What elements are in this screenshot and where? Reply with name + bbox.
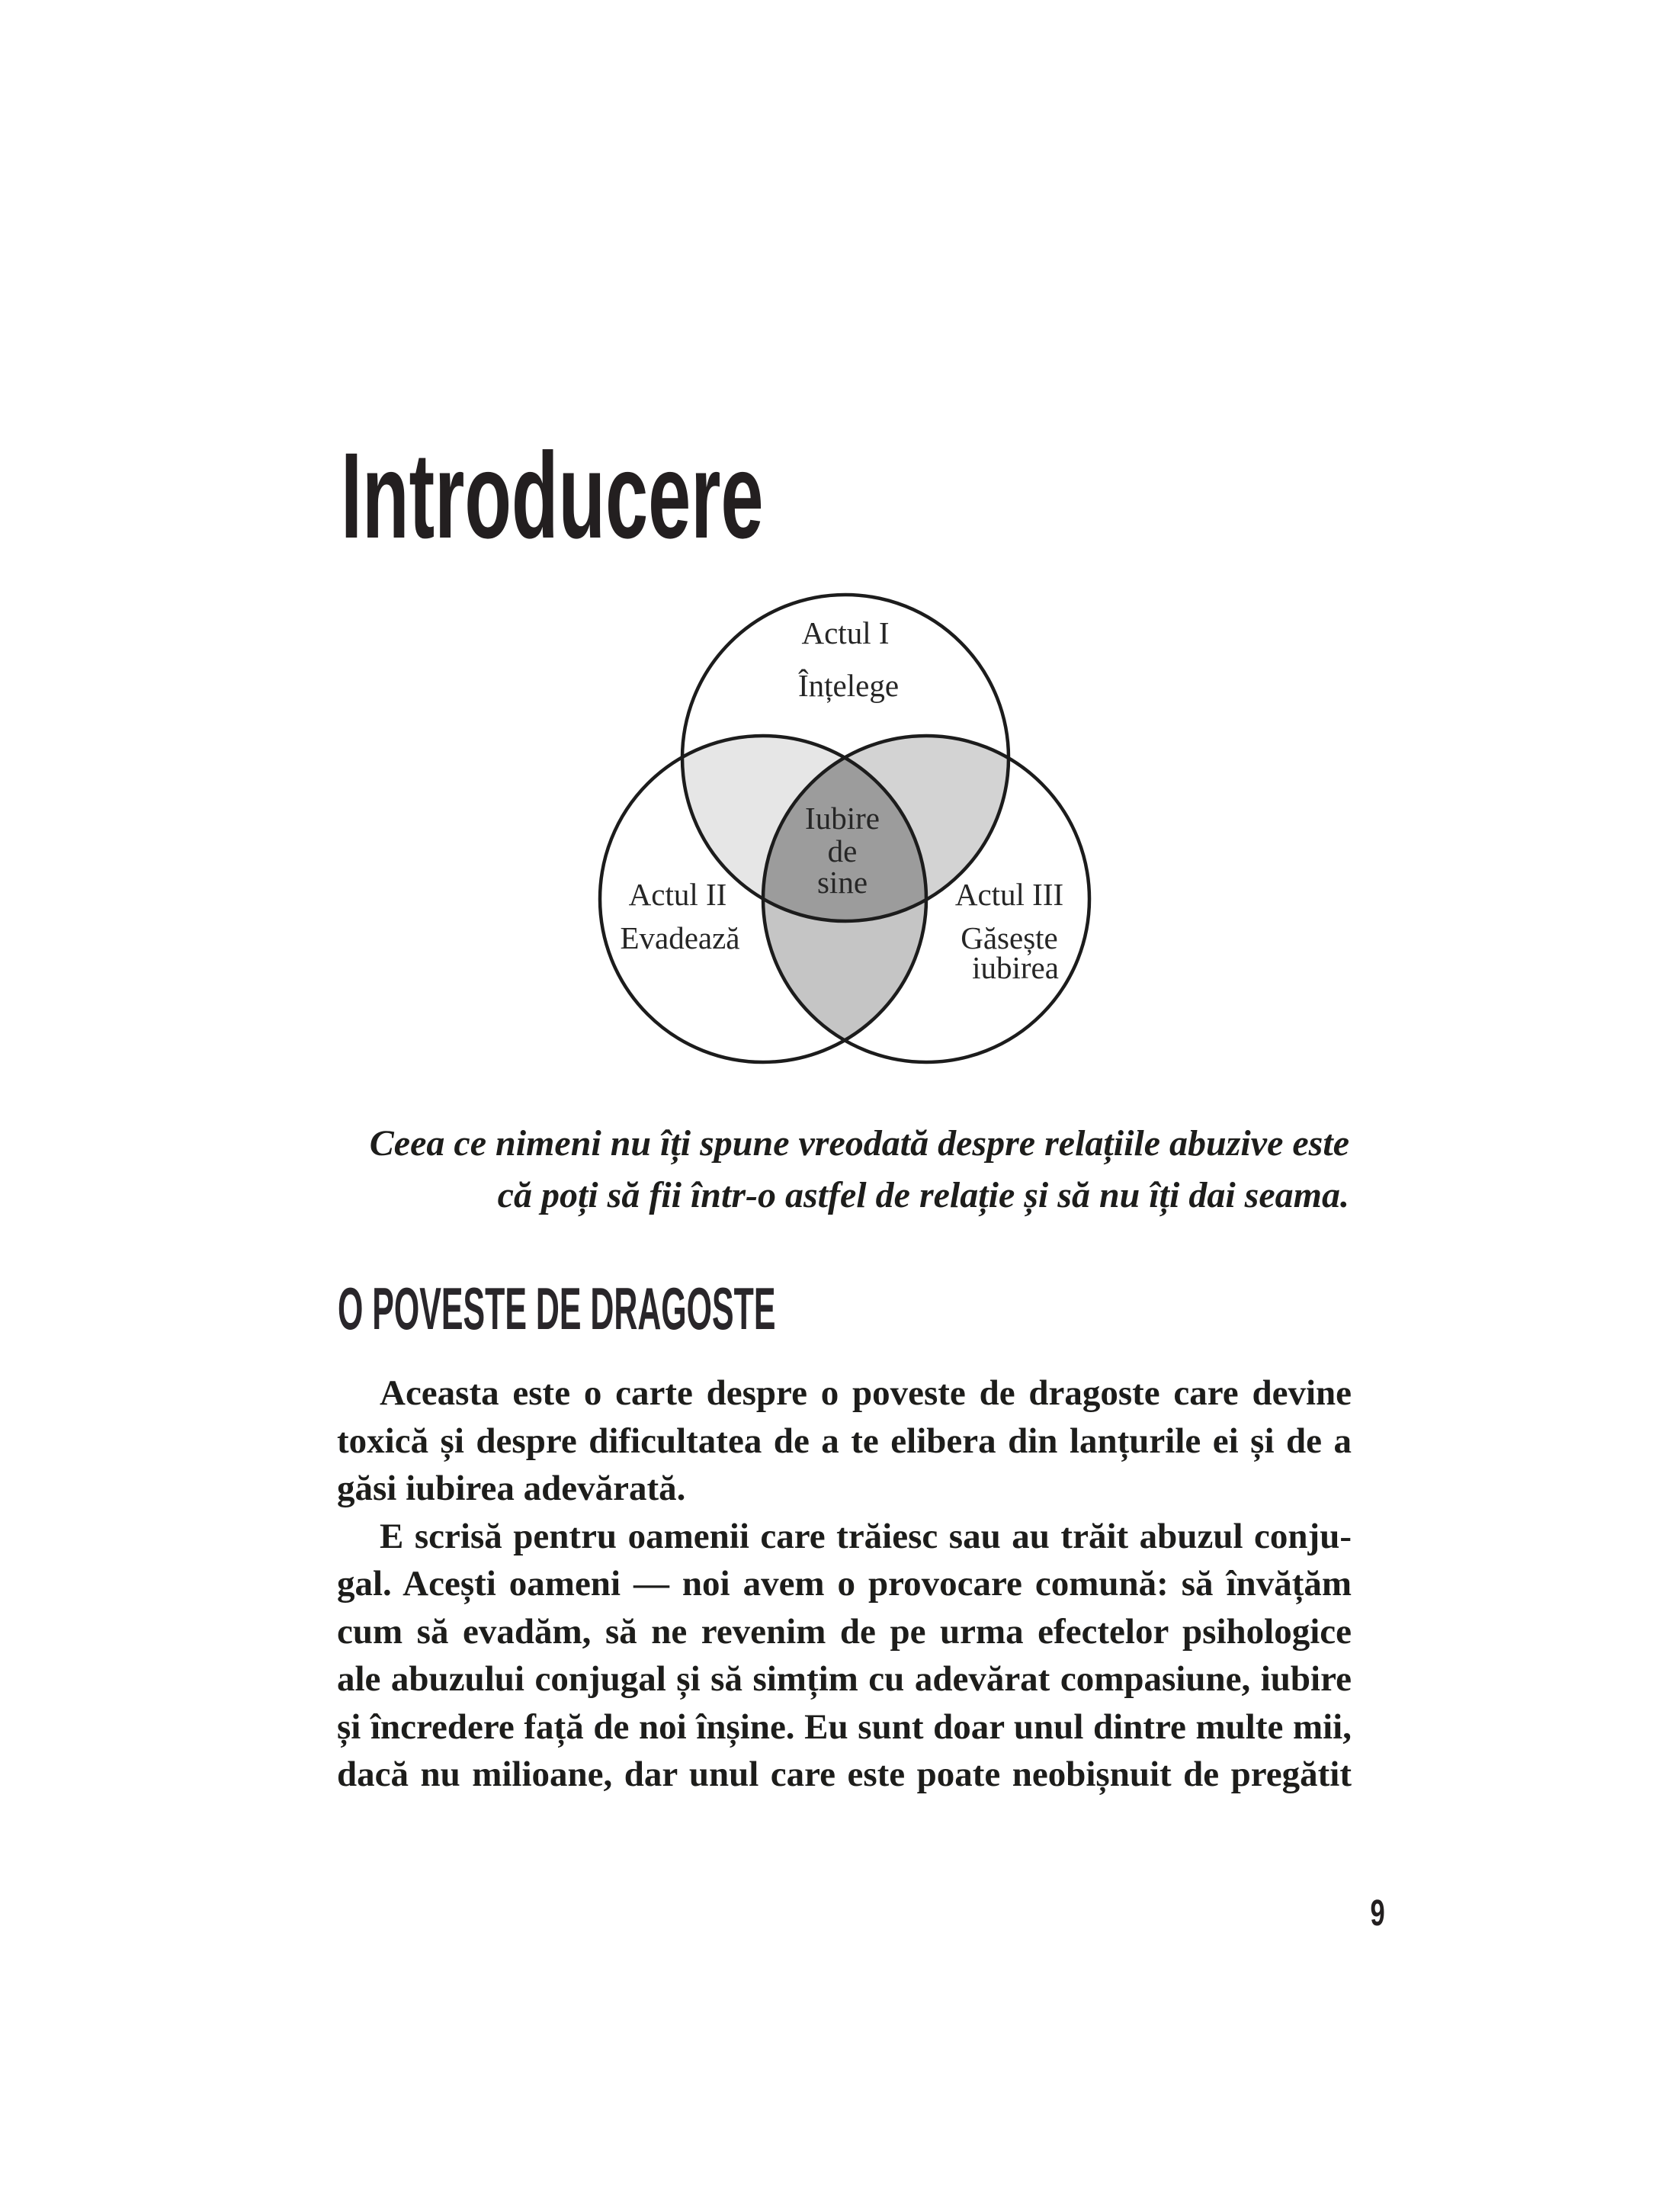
epigraph-line: că poți să fii într-o astfel de relație și să nu îți dai seama. (497, 1175, 1349, 1215)
label-act1-title: Actul I (801, 615, 890, 650)
label-act2-title: Actul II (628, 877, 727, 912)
label-center-line2: de (827, 833, 858, 868)
label-center-line3: sine (816, 865, 868, 900)
epigraph (328, 1118, 1349, 1222)
epigraph-line: Ceea ce nimeni nu îți spune vreodată despre relațiile abuzive este (369, 1123, 1349, 1164)
label-act3-caption-line1: Găsește (961, 920, 1058, 955)
body-text (337, 1369, 1352, 1799)
chapter-title (341, 427, 1012, 563)
body-line: ale abuzului conjugal și să simțim cu adevărat compasiune, iubire (337, 1659, 1352, 1699)
section-heading (338, 1275, 1134, 1342)
section-heading-text: O POVESTE DE DRAGOSTE (338, 1275, 776, 1342)
page-number-text: 9 (1370, 1893, 1385, 1934)
body-line: toxică și despre dificultatea de a te elibera din lanțurile ei și de a (337, 1421, 1352, 1461)
venn-diagram (564, 564, 1121, 1098)
body-line: Aceasta este o carte despre o poveste de dragoste care devine (380, 1373, 1352, 1413)
body-line: găsi iubirea adevărată. (337, 1469, 686, 1508)
body-line: dacă nu milioane, dar unul care este poate neobișnuit de pregătit (337, 1755, 1352, 1794)
label-act1-caption: Înțelege (797, 668, 900, 703)
label-act3-title: Actul III (954, 877, 1064, 912)
body-line: cum să evadăm, să ne revenim de pe urma efectelor psihologice (337, 1611, 1352, 1652)
body-line: și încredere față de noi înșine. Eu sunt doar unul dintre multe mii, (337, 1706, 1352, 1747)
label-act2-caption: Evadează (620, 920, 740, 955)
body-line: gal. Acești oameni — noi avem o provocare comună: să învățăm (337, 1564, 1352, 1604)
body-line: E scrisă pentru oamenii care trăiesc sau au trăit abuzul conju- (380, 1516, 1352, 1556)
label-center-line1: Iubire (805, 801, 880, 836)
chapter-title-text: Introducere (341, 427, 764, 563)
label-act3-caption-line2: iubirea (972, 950, 1059, 985)
page-number (1265, 1893, 1385, 1934)
